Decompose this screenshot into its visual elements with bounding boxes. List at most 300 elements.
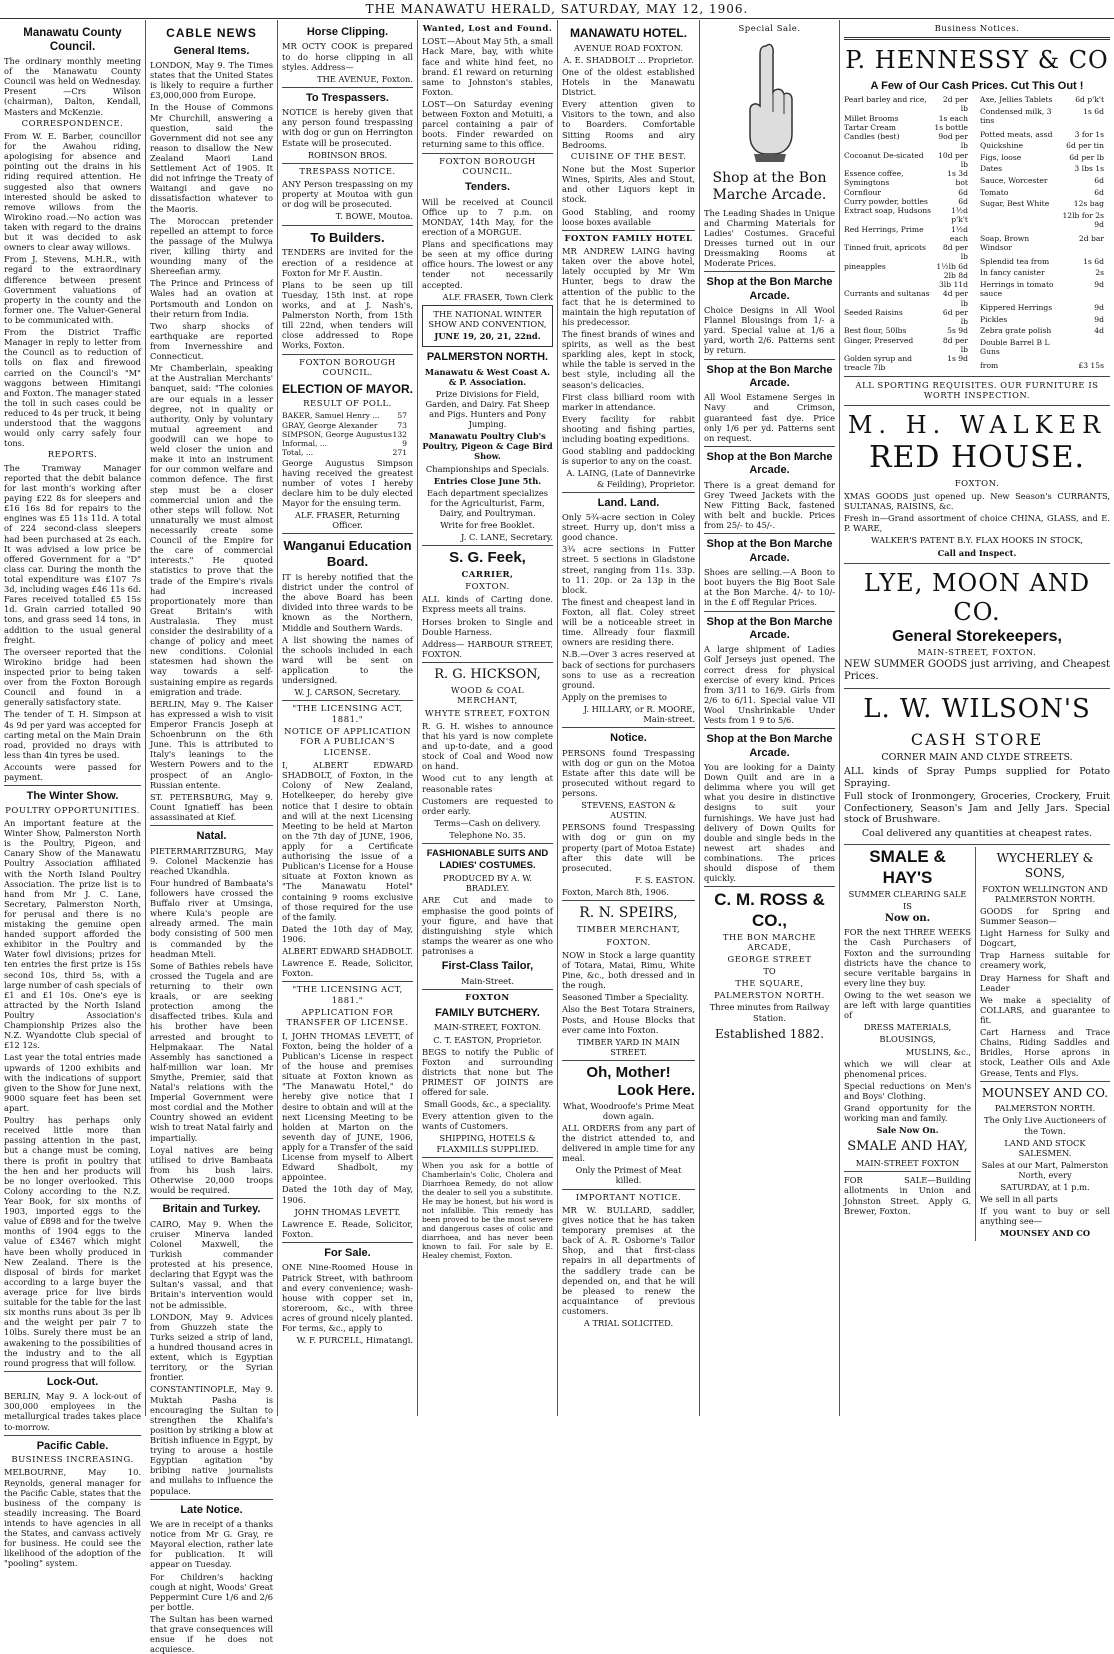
ad-text: Choice Designs in All Wool Flannel Blousings from 1/- a yard. Special value at 1/6 a yard, worth 2/6. Patterns sent by return. [704,304,835,356]
divider [704,359,835,360]
box-text: THE NATIONAL WINTER SHOW AND CONVENTION, [428,308,547,329]
ad-text: When you ask for a bottle of Chamberlain's Colic, Cholera and Diarrhoea Remedy, do not allow the dealer to sell you a substitute. He may be honest, but his word is not infallible. This remedy has been proved to be the most severe and dangerous cases of colic and diarrhoea, and has never been known to fail. For sale by E. Healey chemist, Foxton. [422,1160,553,1261]
britain-turkey-title: Britain and Turkey. [162,1203,261,1216]
price-row [844,289,974,308]
price-item: In fancy canister [980,268,1045,278]
box-date: JUNE 19, 20, 21, 22nd. [434,331,541,341]
price-row [980,107,1110,130]
ad-text: Will be received at Council Office up to 7 p.m. on MONDAY, 14th May, for the erection of a MORGUE. [422,196,553,238]
candidate-name: BAKER, Samuel Henry ... [282,411,380,421]
ad-text: C. T. EASTON, Proprietor. [433,1034,542,1045]
ad-text: CORNER MAIN AND CLYDE STREETS. [881,752,1073,764]
divider [150,1499,273,1500]
price-row [980,234,1110,257]
ad-text: You are looking for a Dainty Down Quilt and are in a delimma where you will get what you desire in distinctive designs to suit your furnishings. We have just had delivery of Down Quilts for double and single beds in the newest art shades and combinations. The prices should dispose of them quickly. [704,762,835,884]
divider [282,1242,413,1243]
for-sale-title: For Sale. [324,1247,371,1260]
hickson-street: WHYTE STREET, FOXTON [424,708,551,719]
poll-row [282,411,413,420]
price-item [980,211,1061,234]
vote-count: 73 [397,420,407,430]
red-house-title: RED HOUSE. [868,440,1086,476]
speirs-title: R. N. SPEIRS, [579,905,678,922]
ad-signature: Lawrence E. Reade, Solicitor, Foxton. [282,958,413,979]
ad-text: ALL ORDERS from any part of the district attended to, and delivered in ample time for any meal. [562,1122,695,1164]
ad-text: Each department specializes for the Agriculturist, Farm, Dairy, and Poultryman. [426,487,549,518]
divider [282,354,413,355]
price-value: 2d per lb [942,95,968,114]
price-item: Pickles [980,314,1008,324]
price-value: 1½d each [949,224,968,243]
ad-text: MR OCTY COOK is prepared to do horse clipping in all styles. Address— [282,41,413,72]
price-item: Herrings in tomato sauce [980,280,1054,299]
ad-text: FOR the next THREE WEEKS the Cash Purchasers of Foxton and the surrounding districts have the chance to secure veritable bargains in every line they buy. [844,927,971,988]
price-value: 6d per lb [1069,152,1104,162]
price-value: £3 15s [1078,360,1104,370]
ad-text: SHIPPING, HOTELS & FLAXMILLS SUPPLIED. [436,1133,539,1154]
ad-text: MAIN-STREET FOXTON [855,1158,960,1169]
article-paragraph: BERLIN, May 9. The Kaiser has expressed a wish to visit Emperor Francis Joseph at Schoenbrunn on the 6th June. This is attributed to Italy's leanings to the Western Powers and to the prospect of an Anglo-Russian entente. [150,698,273,790]
price-item: Condensed milk, 3 tins [980,106,1052,125]
divider [980,1081,1110,1082]
price-row [980,141,1110,153]
price-table-right [980,95,1110,373]
divider [4,1435,141,1436]
divider [150,1198,273,1199]
vote-count: 57 [397,411,407,421]
ad-text: Telephone No. 35. [449,829,526,840]
price-value: 3 for 1s [1074,129,1104,139]
price-item: Seeded Raisins [844,307,903,317]
smale-title: SMALE & HAY'S [869,847,946,888]
price-row [844,336,974,355]
article-paragraph: From the District Traffic Manager in reply to letter from the Council as to reduction of tolls on flax and firewood carried on the Council's "M" waggons between Himitangi and Foxton. The manager stated the toll in such cases could be reduced to 4s per truck, it being understood that the waggons would only carry safely four tons. [4,327,141,449]
price-item: Essence coffee, Symingtons [844,169,904,188]
price-item: Tartar Cream [844,122,896,132]
divider [422,843,553,844]
tailor-title: First-Class Tailor, [441,960,534,973]
price-item: from [980,360,999,370]
subheading: CORRESPONDENCE. [21,118,124,129]
column-7 [840,20,1114,1416]
article-paragraph: The overseer reported that the Wirokino bridge had been inspected prior to being taken over from the Foxton Borough Council and found in a generally satisfactory state. [4,646,141,708]
price-item: Tomato [980,187,1009,197]
cuisine-title: CUISINE OF THE BEST. [570,151,687,162]
divider [282,87,413,88]
ad-text: MR ANDREW LAING having taken over the above hotel, lately occupied by Mr Wm Hunter, begs to draw the attention of the public to the fact that he is determined to maintain the high reputation of his predecessor. [562,246,695,327]
ad-text: The finest brands of wines and spirits, as well as the best sparkling ales, kept in stock, while the table is served in the best style, including all the season's delicacies. [562,328,695,390]
ad-text: Entries Close June 5th. [433,475,542,486]
price-value: 12lb for 2s 9d [1062,210,1104,229]
notice-title: APPLICATION FOR TRANSFER OF LICENSE. [286,1008,409,1029]
price-value: 2lb 8d [943,270,968,280]
article-paragraph: We are in receipt of a thanks notice from Mr G. Gray, re Mayoral election, rather late for publication. It will appear on Tuesday. [150,1519,273,1570]
ad-text: IT is hereby notified that the district under the control of the above Board has been divided into three wards to be known as the Northern, Middle and Southern Wards. [282,571,413,633]
ad-text: None but the Most Superior Wines, Spirits, Ales and Stout, and other Liquors kept in stock. [562,164,695,205]
hickson-title: R. G. HICKSON, [434,666,541,682]
divider [704,611,835,612]
article-paragraph: The tender of T. H. Simpson at 4s 9d per yard was accepted for carting metal on the Main Drain road, provided no drays with less than 4in tyres be used. [4,709,141,760]
ad-signature: ALF. FRASER, Returning Officer. [295,510,400,531]
divider [4,1371,141,1372]
price-row [980,211,1110,234]
ad-text: Every attention given to Visitors to the town, and also to Boarders. Comfortable Sitting Rooms and airy Bedrooms. [562,99,695,150]
price-item: Splendid tea from [980,256,1050,266]
price-value: 2d bar [1078,233,1104,243]
ad-text: WALKER'S PATENT B.Y. FLAX HOOKS IN STOCK, [870,535,1084,546]
lye-moon-subtitle: General Storekeepers, [892,628,1062,646]
bon-marche-title: Shop at the Bon Marche Arcade. [706,615,833,641]
ad-text: Prize Divisions for Field, Garden, and Dairy. Fat Sheep and Pigs. Hunters and Pony Jumping. [425,388,550,430]
price-item: Figs, loose [980,152,1022,162]
divider [422,1157,553,1158]
price-row [844,225,974,244]
ad-text: TIMBER YARD IN MAIN STREET. [577,1036,680,1057]
trespass-notice-title: TRESPASS NOTICE. [299,166,396,177]
ad-text: Owing to the wet season we are left with large quantities of [844,989,971,1021]
price-value: 1½lb 6d [936,261,968,271]
price-row [980,338,1110,361]
smale-hay-name: SMALE AND HAY, [847,1139,968,1155]
ad-text: Address— HARBOUR STREET, FOXTON. [422,638,553,659]
ad-text: TENDERS are invited for the erection of a residence at Foxton for Mr F. Austin. [282,247,413,278]
lye-moon-ad [844,566,1110,690]
divider [704,728,835,729]
important-notice-title: IMPORTANT NOTICE. [575,1192,682,1203]
ad-text: BEGS to notify the Public of Foxton and surrounding districts that none but The PRIMEST OF JOINTS are offered for sale. [422,1046,553,1098]
winter-show-title: The Winter Show. [26,790,119,803]
ad-text: ANY Person trespassing on my property at Moutoa with gun or dog will be prosecuted. [282,179,413,210]
ad-signature: JOHN THOMAS LEVETT. [294,1206,401,1217]
price-value: 8d per lb [942,335,968,354]
ad-text: One of the oldest established Hotels in the Manawatu District. [562,66,695,98]
pacific-cable-title: Pacific Cable. [36,1439,109,1452]
ad-text: Plans and specifications may be seen at my office during office hours. The lowest or any tender not necessarily accepted. [422,239,553,290]
price-value [1061,338,1110,361]
pointing-hand-icon [740,42,800,162]
price-value: 6d per tin [1066,141,1104,151]
price-row [980,361,1110,373]
ad-text: Apply on the premises to [562,691,667,702]
ad-text: NOW in Stock a large quantity of Totara, Matai, Rimu, White Pine, &c., both dressed and in the rough. [562,949,695,991]
feek-trade: CARRIER, [461,569,514,580]
price-item: Pearl barley and rice, [844,95,927,105]
butchery-title: FAMILY BUTCHERY. [435,1006,540,1019]
ad-text: A large shipment of Ladies Golf Jerseys just opened. The correct dress for physical exercise of every kind. Prices from 3/11 to 16/9. Girls from 2/6 to 6/11. Special value VII Wool Unshrinkable Under Vests from 1 9 to 5/6. [704,644,835,726]
price-row [980,153,1110,165]
price-value: 6d per lb [942,307,968,327]
ad-text: Plans to be seen up till Tuesday, 15th inst. at rope works, and at J. Nash's, Palmerston North, from 15th till 22nd, when tenders will close addressed to Rope Works, Foxton. [282,279,413,351]
article-paragraph: For Children's hacking cough at night, Woods' Great Peppermint Cure 1/6 and 2/6 per bottle. [150,1571,273,1612]
ad-signature: Lawrence E. Reade, Solicitor, Foxton. [282,1218,413,1239]
ad-text: FOR SALE—Building allotments in Union and Johnston Street. Apply G. Brewer, Foxton. [844,1175,971,1216]
price-item: Axe, Jellies Tablets [980,95,1053,105]
mounsey-title: MOUNSEY AND CO. [981,1085,1109,1100]
article-paragraph: The Moroccan pretender repelled an attempt to force the passage of the Mulwya river, killing thirty and wounding many of the Shereefian army. [150,215,273,277]
poll-table [282,411,413,457]
ad-text: First class billiard room with marker in attendance. [562,391,695,412]
divider [422,153,553,154]
ad-signature: MOUNSEY AND CO [999,1228,1091,1239]
divider [704,446,835,447]
ad-text: A list showing the names of the schools included in each ward will be sent on application to the undersigned. [282,634,413,686]
price-row [844,206,974,225]
ad-signature: ALBERT EDWARD SHADBOLT. [282,946,413,957]
article-paragraph: PIETERMARITZBURG, May 9. Colonel Mackenzie has reached Ukandhla. [150,845,273,876]
divider [844,376,1110,377]
ad-text: Call and Inspect. [937,547,1017,558]
article-paragraph: Four hundred of Bambaata's followers have crossed the Buffalo river at Umsinga, where Kula's people are already armed. The main body consisting of 500 men is commanded by the headman Mteli. [150,877,273,959]
price-value: 4d per lb [942,289,968,308]
article-paragraph: Mr Chamberlain, speaking at the Australian Merchants' banquet, said: "The colonies are our equals in a lesser degree, not in quality or authority. Only by voluntary mutual agreement and goodwill can we hope to weld closer the union and make it into an instrument for our common welfare and common defence. The first step must be a closer commercial union and the other steps will follow. Not unnaturally we must almost necessarily create some Council of the Empire for the care of commercial interests." He quoted statistics to prove that the trade of the Empire's rivals had increased proportionately more than Great Britain's with Australasia. They must consider the desirability of a change of policy and meet new conditions. Colonial statesmen had shown the way towards a self-sustaining empire as regards emigration and trade. [150,363,273,697]
ad-text: THE SQUARE, [735,978,804,989]
ad-text: I, ALBERT EDWARD SHADBOLT, of Foxton, in the Colony of New Zealand, Hotelkeeper, do hereby give notice that I desire to obtain and will at the next Licensing Meeting to be held at Marton on the 7th day of JUNE, 1906, apply for a Certificate authorising the issue of a Publican's License for a House situate at Foxton known as "The Manawatu Hotel" containing 9 rooms exclusive of those required for the use of the family. [282,760,413,922]
ad-text: Light Harness for Sulky and Dogcart, [980,928,1110,949]
divider [422,545,553,546]
article-paragraph: An important feature at the Winter Show, Palmerston North is the Poultry, Pigeon, and Canary Show of the Manawatu Poultry Association affiliated with the North Island Poultry Association. The prize list is to hand from Mr J. C. Lane, Secretary, Palmerston North, for perusal and there is no mistaking the genuine open handed support afforded the exhibitor in the Poultry and Water fowl divisions; prizes for ten entries the first prize is 15s second 10s, third 5s, with a large number of cash specials of £1 and £1 10s. One's eye is attracted by the North Island Poultry Association's Championship Prizes also the N.Z. Wyandotte Club special of £12 12s. [4,817,141,1051]
special-sale-title: Special Sale. [738,24,801,34]
ad-text: GOODS for Spring and Summer Season— [980,905,1110,927]
ad-text: Manawatu & West Coast A. & P. Association. [424,366,551,387]
price-item: Potted meats, assd [980,129,1053,139]
price-row [980,164,1110,176]
price-item [844,271,934,280]
price-row [844,132,974,151]
ad-text: Fresh in—Grand assortment of choice CHINA, GLASS, and E. P. WARE, [844,513,1110,534]
ad-text: Coal delivered any quantities at cheapest rates. [861,827,1093,839]
election-title: ELECTION OF MAYOR. [282,382,413,397]
price-value: 9d [1094,303,1104,313]
divider [844,37,1110,40]
price-row [980,176,1110,188]
ad-text: Good Stabling, and roomy loose boxes available [562,206,695,227]
butchery-town: FOXTON [465,992,510,1003]
ad-signature: W. F. PURCELL, Himatangi. [296,1335,413,1346]
article-paragraph: The Sultan has been warned that grave consequences will ensue if he does not acquiesce. [150,1614,273,1654]
winter-show-box [422,305,553,347]
licensing-act-title: "THE LICENSING ACT, 1881." [292,704,403,725]
article-paragraph: Last year the total entries made upwards of 1200 exhibits and with the indications of support given to the Show for June next, 9000 square feet has been set apart. [4,1052,141,1114]
article-paragraph: ST. PETERSBURG, May 9. Count Ignatieff has been assassinated at Kief. [150,791,273,823]
ad-text: We make a speciality of COLLARS, and guarantee to fit. [980,994,1110,1025]
article-paragraph: The Tramway Manager reported that the debit balance for last month's working after paying £22 8s for sleepers and £16 16s 8d for repairs to the engines was £5 11s 11d. A total of 224 second-class sleepers had been purchased at 2s each. It was advised a low price be offered Government for a "D" class car. During the month the total expenditure was £107 7s 3d, including wages £46 11s 6d. Fares received totalled £5 15s 1d. Grain carried totalled 90 tons, and grass seed 14 tons, in addition to the usual general freight. [4,462,141,645]
ad-text: IS [903,901,912,912]
price-value: 12s bag [1073,199,1104,209]
ad-text: Dated the 10th day of May, 1906. [282,1184,413,1205]
price-value: 9od per lb [938,132,968,151]
ad-text: Dated the 10th day of May, 1906. [282,923,413,944]
established-text: Established 1882. [714,1026,825,1041]
divider [422,662,553,663]
ad-signature: J. HILLARY, or R. MOORE, Main-street. [583,703,695,725]
ad-text: I, JOHN THOMAS LEVETT, of Foxton, being the holder of a Publican's License in respect of the house and premises situate at Foxton known as "The Manawatu Hotel," do hereby give notice that I desire to obtain and will at the next Licensing Meeting to be holden at Marton on the seventh day of JUNE, 1906, apply for a Transfer of the said License from myself to Albert Edward Shadbolt, my appointee. [282,1030,413,1183]
price-value: 5s 9d [947,326,968,336]
feek-title: S. G. Feek, [449,549,526,567]
lockout-title: Lock-Out. [46,1375,99,1388]
price-row [844,326,974,335]
poll-row [282,421,413,430]
licensing-act-title: "THE LICENSING ACT, 1881." [292,985,403,1006]
price-list [844,95,1110,373]
speirs-trade: TIMBER MERCHANT, [576,925,681,936]
price-item: Best flour, 50lbs [844,326,907,336]
ad-text: ALL kinds of Carting done. Express meets all trains. [422,594,553,615]
price-item: Sauce, Worcester [980,175,1048,185]
price-row [844,197,974,206]
divider [422,989,553,990]
price-value: 9d [1094,280,1104,290]
ad-text: AVENUE ROAD FOXTON. [574,42,683,53]
candidate-name: Total, ... [282,448,314,458]
masthead: THE MANAWATU HERALD, SATURDAY, MAY 12, 1906. [0,0,1114,19]
cable-news-title: CABLE NEWS [166,26,257,40]
ad-text: A. E. SHADBOLT ... Proprietor. [563,54,694,65]
price-item: Curry powder, bottles [844,196,928,206]
ad-text: Every attention given to the wants of Customers. [422,1111,553,1132]
ad-text: BLOUSINGS, [879,1034,936,1045]
ad-signature: F. S. EASTON. [635,874,695,885]
ad-text: All Wool Estamene Serges in Navy and Crimson, guaranteed fast dye. Price only 1/6 per yd. Patterns sent on request. [704,392,835,443]
family-hotel-title: FOXTON FAMILY HOTEL [564,233,693,244]
ad-text: Manawatu Poultry Club's Poultry, Pigeon & Cage Bird Show. [422,431,553,462]
walker-ad [844,408,1110,564]
price-row [844,262,974,271]
ad-text: Dray Harness for Shaft and Leader [980,972,1110,993]
poll-row [282,430,413,439]
ad-text: 3¾ acre sections in Futter street. 5 sections in Gladstone street, ranging from 11s. 33p. to 11. 20p. or 2a 13p in the block. [562,544,695,595]
feek-town: FOXTON. [465,581,510,592]
trespassers-title: To Trespassers. [306,91,389,104]
price-row [844,280,974,289]
notice-title: Notice. [610,732,647,745]
borough-council-title: FOXTON BOROUGH COUNCIL. [439,156,536,177]
ad-text: Shoes are selling.—A Boon to boot buyers the Big Boot Sale at the Bon Marche. 4/- to 10/- in the £ off Regular Prices. [704,567,835,608]
divider [704,533,835,534]
article-paragraph: CAIRO, May 9. When the cruiser Minerva landed Colonel Maxwell, the Turkish commander protested at his presence, declaring that Egypt was the Sultan's vassal, and that Britain's intervention would not be admissible. [150,1218,273,1310]
wilson-ad [844,691,1110,845]
price-item: Ginger, Preserved [844,335,914,345]
ad-text: MUSLINS, &c., [905,1046,971,1057]
price-value: 8d per lb [942,243,968,262]
price-row [980,303,1110,315]
price-item: Zebra grate polish [980,326,1052,336]
article-paragraph: Two sharp shocks of earthquake are reported from Invernesshire and Connecticut. [150,320,273,362]
bon-marche-title: Shop at the Bon Marche Arcade. [712,170,827,204]
builders-title: To Builders. [310,229,385,245]
ad-text: Trap Harness suitable for creamery work, [980,950,1110,971]
price-value: 6d p'k't [1075,95,1104,105]
ad-text: Only the Primest of Meat killed. [575,1165,682,1186]
columns [0,20,1114,1654]
ad-text: Full stock of Ironmongery, Groceries, Crockery, Fruit Confectionery, Season's Jam and Jelly Jars. Special stock of Brushware. [844,791,1110,826]
divider [282,981,413,982]
ad-text: GEORGE STREET [727,954,812,964]
price-row [844,151,974,170]
price-row [980,199,1110,211]
ad-text: PALMERSTON NORTH. [994,1103,1096,1114]
price-item: Red Herrings, Prime [844,224,924,234]
ad-text: If you want to buy or sell anything see— [980,1206,1110,1227]
ad-text: TO [763,966,776,977]
column-5 [558,20,700,1416]
ad-text: There is a great demand for Grey Tweed Jackets with the New Fitting Back, fastened with belt and buckle. Prices from 25/- to 45/-. [704,479,835,531]
divider [562,1189,695,1190]
ad-signature: ROBINSON BROS. [307,149,388,160]
ad-text: Now on. [884,913,931,925]
divider [844,1171,971,1172]
look-here-title: Look Here. [617,1082,695,1100]
price-row [980,257,1110,269]
ad-text: Small Goods, &c., a speciality. [423,1099,552,1110]
ad-signature: J. C. LANE, Secretary. [461,532,553,543]
ad-text: George Augustus Simpson having received the greatest number of votes I hereby declare him to be duly elected Mayor for the ensuing term. [282,457,413,508]
ad-text: SUMMER CLEARING SALE [848,888,967,899]
price-item: Tinned fruit, apricots [844,243,926,253]
ad-text: Also the Best Totara Strainers, Posts, and House Blocks that ever came into Foxton. [562,1004,695,1035]
ad-text: Foxton, March 8th, 1906. [562,887,669,898]
wilson-title: L. W. WILSON'S [863,694,1091,725]
divider [562,727,695,728]
price-row [980,315,1110,327]
ad-text: DRESS MATERIALS, [863,1022,952,1033]
ad-text: MAIN-STREET, FOXTON. [433,1022,542,1033]
horse-clipping-title: Horse Clipping. [306,26,389,38]
divider [282,163,413,164]
ad-text: Sales at our Mart, Palmerston North, every [981,1159,1109,1180]
wilson-subtitle: CASH STORE [910,729,1044,749]
poll-row [282,448,413,457]
ad-text: Grand opportunity for the working man and family. [844,1103,971,1124]
price-row [844,243,974,262]
vote-count: 271 [392,448,407,458]
late-notice-title: Late Notice. [180,1503,243,1516]
price-item: Millet Brooms [844,113,899,123]
ad-text: Every facility for rabbit shooting and fishing parties, including boating expeditions. [562,413,695,445]
article-paragraph: In the House of Commons Mr Churchill, answering a question, said the Government did not see any reason to disallow the New Zealand Maori Land Settlement Act of 1905. It did not infringe the Treaty of Waitangi and gave no dissatisfaction whatever to the Maoris. [150,102,273,214]
divider [150,825,273,826]
ad-text: Terms—Cash on delivery. [434,817,541,828]
divider [282,700,413,701]
price-value: 6d [1094,175,1104,185]
price-item: pineapples [844,261,886,271]
price-row [844,114,974,123]
price-item: Currants and sultanas [844,289,930,299]
ad-text: Three minutes from Railway Station. [709,1002,830,1023]
price-value: 6d [1094,187,1104,197]
smale-hay-ad [844,847,976,1240]
notice-title: NOTICE OF APPLICATION FOR A PUBLICAN'S LICENSE. [283,727,412,758]
price-item [844,280,934,289]
price-item: Golden syrup and treacle 7lb [844,354,912,373]
price-value: 6d [958,187,968,197]
article-paragraph: Poultry has perhaps only received little more than passing attention in the past, but a change must be coming, there is profit in poultry that the hen and her products will be no longer overlooked. This Colony according to the N.Z. Year Book, for six months of 1903, imported eggs to the value of £898 and for the twelve months of 1904 eggs to the value of £3467 which might have been wholly produced in New Zealand. There is the disposal of birds for market according to a large buyer the average price for live birds suitable for the table for the last six months runs about 3s per lb and the weight per pair 7 to 10lbs. Surely there must be an awakening to the possibilities of the industry and to the all round progress that will follow. [4,1115,141,1368]
bon-marche-title: Shop at the Bon Marche Arcade. [706,363,833,389]
ad-text: We sell in all parts [980,1194,1058,1205]
article-paragraph: BERLIN, May 9. A lock-out of 300,000 employees in the metallurgical trades takes place to-morrow. [4,1391,141,1432]
ad-text: which we will clear at phenomenal prices. [844,1058,971,1079]
ad-text: NEW SUMMER GOODS just arriving, and Cheapest Prices. [844,658,1110,682]
ad-text: ONE Nine-Roomed House in Patrick Street, with bathroom and every convenience; wash-house with copper set in, storeroom, &c., with three acres of ground nicely planted. For terms, &c., apply to [282,1262,413,1334]
column-6 [700,20,840,1416]
ad-text: PALMERSTON NORTH. [714,990,825,1001]
price-value: 1s 6d [1083,106,1104,116]
price-item: Candles (best) [844,132,900,142]
candidate-name: GRAY, George Alexander [282,420,378,430]
article-paragraph: The ordinary monthly meeting of the Manawatu County Council was held on Wednesday. Present —Crs Wilson (chairman), Dalton, Kendall, Masters and McKenzie. [4,56,141,117]
subheading: BUSINESS INCREASING. [11,1455,134,1466]
divider [562,900,695,901]
column-4 [418,20,558,1416]
